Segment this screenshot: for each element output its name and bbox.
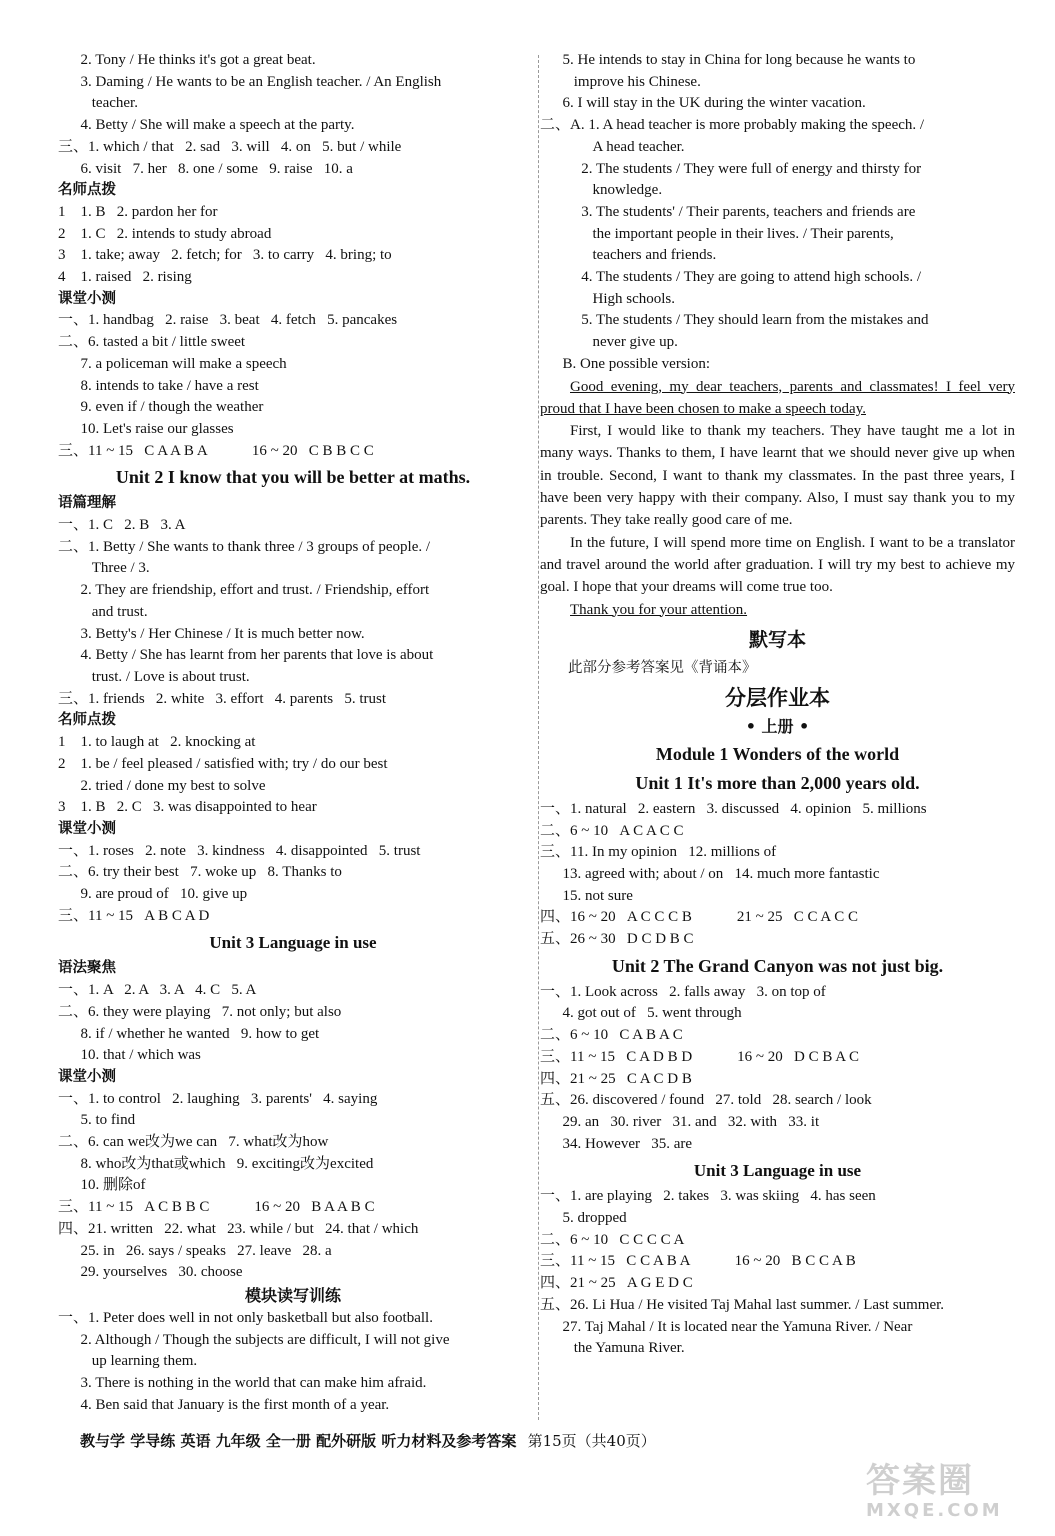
section-label: 课堂小测 [58, 820, 116, 837]
answer-line: 9. even if / though the weather [58, 399, 264, 416]
answer-line: High schools. [540, 290, 675, 307]
answer-line: 34. However 35. are [540, 1135, 693, 1152]
essay-paragraph: First, I would like to thank my teachers. They have taught me a lot in many ways. Thanks to them, I have learnt that we should never give up when in trouble. Second, I want to thank my classmates. In the past three years, I have been very happy with their company. Also, I must say thank you to my parents. They take really good care of me. [540, 423, 1015, 529]
answer-line: knowledge. [540, 182, 663, 199]
answer-line: 6. I will stay in the UK during the winter vacation. [540, 95, 866, 112]
answer-line: 10. that / which was [58, 1047, 201, 1064]
answer-line: 二、6 ~ 10 C A B A C [540, 1027, 683, 1044]
watermark-line1: 答案圈 [866, 1461, 974, 1501]
section-label: 语篇理解 [58, 495, 116, 512]
answer-line: Three / 3. [58, 560, 150, 577]
section-label: 语法聚焦 [58, 960, 116, 977]
essay-paragraph-underlined: Thank you for your attention. [570, 601, 748, 618]
answer-line: 四、21. written 22. what 23. while / but 24. that / which [58, 1220, 419, 1237]
section-label: 课堂小测 [58, 290, 116, 307]
answer-line: 三、11 ~ 15 C A D B D 16 ~ 20 D C B A C [540, 1048, 860, 1065]
answer-line: 2 1. C 2. intends to study abroad [58, 225, 272, 242]
answer-line: 一、1. are playing 2. takes 3. was skiing 4. has seen [540, 1188, 876, 1205]
answer-line: 四、21 ~ 25 C A C D B [540, 1070, 692, 1087]
answer-line: 8. intends to take / have a rest [58, 377, 259, 394]
answer-line: 5. dropped [540, 1210, 627, 1227]
answer-line: 一、1. to control 2. laughing 3. parents' 4. saying [58, 1090, 378, 1107]
answer-line: A head teacher. [540, 138, 685, 155]
answer-line: 7. a policeman will make a speech [58, 355, 287, 372]
answer-line: 29. yourselves 30. choose [58, 1264, 243, 1281]
answer-line: 2. The students / They were full of energy and thirsty for [540, 160, 922, 177]
answer-line: 2 1. be / feel pleased / satisfied with; try / do our best [58, 755, 388, 772]
answer-line: 2. They are friendship, effort and trust. / Friendship, effort [58, 582, 430, 599]
answer-line: 3. Betty's / Her Chinese / It is much better now. [58, 625, 365, 642]
answer-line: 5. The students / They should learn from the mistakes and [540, 312, 929, 329]
essay-paragraph-underlined: Good evening, my dear teachers, parents and classmates! I feel very proud that I have been chosen to make a speech today. [540, 378, 1015, 417]
answer-line: 二、A. 1. A head teacher is more probably making the speech. / [540, 117, 925, 134]
section-heading: 分层作业本 [725, 685, 830, 710]
answer-line: 3. The students' / Their parents, teachers and friends are [540, 203, 916, 220]
answer-line: 四、16 ~ 20 A C C C B 21 ~ 25 C C A C C [540, 909, 858, 926]
answer-line: 二、6. can we改为we can 7. what改为how [58, 1134, 329, 1151]
answer-line: 5. to find [58, 1112, 136, 1129]
unit-heading: Unit 3 Language in use [209, 933, 377, 953]
answer-line: up learning them. [58, 1353, 198, 1370]
answer-line: 三、11. In my opinion 12. millions of [540, 844, 777, 861]
essay-paragraph: In the future, I will spend more time on English. I want to be a translator and travel around the world after graduation. I will try my best to achieve my goal. I hope that your dreams will come true too. [540, 534, 1015, 596]
answer-line: 4 1. raised 2. rising [58, 269, 192, 286]
answer-line: 10. Let's raise our glasses [58, 420, 234, 437]
watermark-logo [866, 1462, 1041, 1526]
answer-line: 一、1. roses 2. note 3. kindness 4. disappointed 5. trust [58, 842, 421, 859]
answer-line: 3. Daming / He wants to be an English teacher. / An English [58, 73, 442, 90]
answer-line: 三、11 ~ 15 C C A B A 16 ~ 20 B C C A B [540, 1253, 856, 1270]
answer-line: 3. There is nothing in the world that can make him afraid. [58, 1375, 427, 1392]
right-answer-column [540, 50, 1015, 1360]
answer-line: 三、11 ~ 15 C A A B A 16 ~ 20 C B B C C [58, 442, 374, 459]
answer-line: 三、1. which / that 2. sad 3. will 4. on 5. but / while [58, 138, 402, 155]
answer-line: 二、6 ~ 10 C C C C A [540, 1231, 685, 1248]
section-label: 课堂小测 [58, 1068, 116, 1085]
answer-line: 一、1. C 2. B 3. A [58, 517, 186, 534]
answer-line: 1 1. to laugh at 2. knocking at [58, 734, 256, 751]
unit-heading: Unit 3 Language in use [693, 1161, 862, 1181]
answer-line: 五、26 ~ 30 D C D B C [540, 931, 694, 948]
answer-line: 2. tried / done my best to solve [58, 777, 266, 794]
page-number: 第15页（共40页） [527, 1432, 656, 1450]
answer-line: 2. Although / Though the subjects are difficult, I will not give [58, 1331, 450, 1348]
answer-line: 五、26. Li Hua / He visited Taj Mahal last summer. / Last summer. [540, 1296, 945, 1313]
answer-line: 25. in 26. says / speaks 27. leave 28. a [58, 1242, 332, 1259]
footer-title: 教与学 学导练 英语 九年级 全一册 配外研版 听力材料及参考答案 [80, 1432, 517, 1450]
answer-line: and trust. [58, 603, 148, 620]
answer-line: 三、11 ~ 15 A B C A D [58, 907, 210, 924]
unit-heading: Unit 1 It's more than 2,000 years old. [635, 772, 920, 793]
answer-line: 6. visit 7. her 8. one / some 9. raise 10. a [58, 160, 353, 177]
unit-heading: Unit 2 I know that you will be better at maths. [115, 467, 471, 488]
answer-line: 3 1. take; away 2. fetch; for 3. to carry 4. bring; to [58, 247, 392, 264]
answer-line: the important people in their lives. / Their parents, [540, 225, 894, 242]
answer-line: B. One possible version: [540, 355, 710, 372]
answer-line: 4. got out of 5. went through [540, 1005, 742, 1022]
unit-heading: Unit 2 The Grand Canyon was not just big. [611, 955, 944, 976]
answer-line: improve his Chinese. [540, 73, 701, 90]
note-text: 此部分参考答案见《背诵本》 [568, 659, 757, 676]
answer-line: 8. if / whether he wanted 9. how to get [58, 1025, 320, 1042]
answer-line: 三、1. friends 2. white 3. effort 4. parents 5. trust [58, 690, 387, 707]
answer-line: 二、6 ~ 10 A C A C C [540, 822, 684, 839]
answer-line: 9. are proud of 10. give up [58, 886, 248, 903]
answer-line: 三、11 ~ 15 A C B B C 16 ~ 20 B A A B C [58, 1199, 375, 1216]
answer-line: trust. / Love is about trust. [58, 668, 250, 685]
answer-line: the Yamuna River. [540, 1340, 685, 1357]
answer-line: 13. agreed with; about / on 14. much more fantastic [540, 865, 880, 882]
column-divider [538, 55, 539, 1420]
answer-line: 8. who改为that或which 9. exciting改为excited [58, 1155, 374, 1172]
answer-line: never give up. [540, 334, 678, 351]
answer-line: 二、6. they were playing 7. not only; but also [58, 1003, 342, 1020]
sub-heading: • 上册 • [745, 716, 810, 736]
page-footer [80, 1430, 656, 1451]
answer-line: 二、1. Betty / She wants to thank three / 3 groups of people. / [58, 538, 431, 555]
answer-line: 29. an 30. river 31. and 32. with 33. it [540, 1113, 820, 1130]
left-answer-column [58, 50, 528, 1416]
answer-line: 27. Taj Mahal / It is located near the Yamuna River. / Near [540, 1318, 913, 1335]
answer-line: 二、6. try their best 7. woke up 8. Thanks to [58, 864, 342, 881]
unit-heading: Module 1 Wonders of the world [655, 743, 900, 764]
answer-line: teacher. [58, 95, 138, 112]
answer-line: 2. Tony / He thinks it's got a great beat. [58, 52, 316, 68]
answer-line: 一、1. Look across 2. falls away 3. on top of [540, 983, 826, 1000]
answer-line: 3 1. B 2. C 3. was disappointed to hear [58, 799, 317, 816]
answer-line: 一、1. Peter does well in not only basketball but also football. [58, 1309, 433, 1326]
answer-line: 四、21 ~ 25 A G E D C [540, 1275, 693, 1292]
sub-heading: 模块读写训练 [244, 1285, 341, 1305]
answer-line: 5. He intends to stay in China for long because he wants to [540, 52, 916, 68]
answer-line: 1 1. B 2. pardon her for [58, 203, 218, 220]
section-heading: 默写本 [748, 628, 806, 651]
answer-line: 一、1. handbag 2. raise 3. beat 4. fetch 5. pancakes [58, 312, 398, 329]
section-label: 名师点拨 [58, 182, 116, 199]
answer-line: 一、1. A 2. A 3. A 4. C 5. A [58, 982, 257, 999]
answer-line: 一、1. natural 2. eastern 3. discussed 4. opinion 5. millions [540, 800, 927, 817]
section-label: 名师点拨 [58, 712, 116, 729]
answer-line: teachers and friends. [540, 247, 717, 264]
answer-line: 二、6. tasted a bit / little sweet [58, 334, 246, 351]
answer-line: 4. Betty / She will make a speech at the party. [58, 117, 355, 134]
answer-line: 4. Betty / She has learnt from her parents that love is about [58, 647, 434, 664]
watermark-line2: MXQE.COM [866, 1500, 1003, 1521]
answer-line: 五、26. discovered / found 27. told 28. search / look [540, 1092, 872, 1109]
answer-line: 10. 删除of [58, 1177, 146, 1194]
answer-line: 4. Ben said that January is the first month of a year. [58, 1396, 390, 1413]
answer-line: 15. not sure [540, 887, 633, 904]
answer-line: 4. The students / They are going to attend high schools. / [540, 269, 922, 286]
